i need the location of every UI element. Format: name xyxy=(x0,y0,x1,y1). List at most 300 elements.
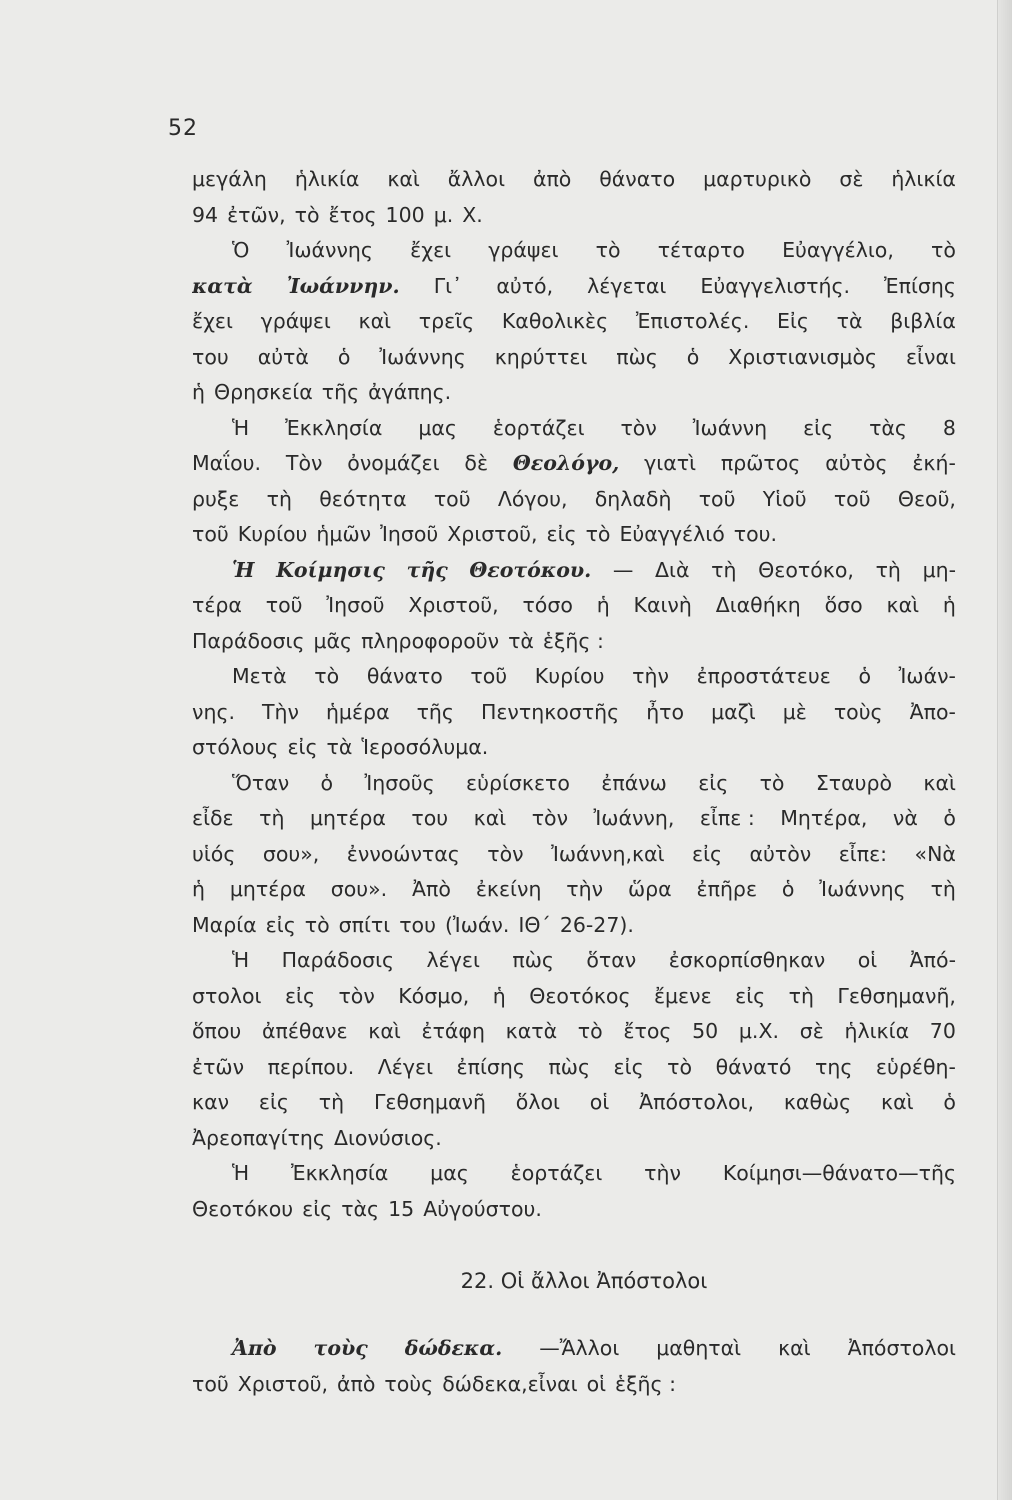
word: ἔτος xyxy=(328,202,377,227)
word: «Νὰ xyxy=(914,841,956,866)
word: ἄλλοι xyxy=(447,167,506,191)
word: — xyxy=(612,557,634,582)
word: μας xyxy=(430,1161,469,1185)
word: ὁ xyxy=(858,664,871,688)
word: τὰ xyxy=(326,735,353,759)
word: Υἱοῦ xyxy=(762,486,807,511)
spacer xyxy=(192,1301,956,1331)
word: της xyxy=(815,1054,853,1079)
word: τὸν xyxy=(338,983,375,1008)
word: ἐπῆρε xyxy=(696,877,758,901)
word: Λέγει xyxy=(377,1054,434,1079)
word: 15 xyxy=(388,1196,415,1221)
text-line xyxy=(192,162,956,198)
word: Θεοτόκος xyxy=(529,983,631,1008)
word: τὸ xyxy=(595,238,621,262)
word: Ἀπόστολοι, xyxy=(639,1090,755,1114)
text-line xyxy=(192,837,956,873)
word: θεότητα xyxy=(319,486,407,511)
word: τὴ xyxy=(318,1090,345,1114)
word: καὶ xyxy=(881,1090,914,1114)
word: νὰ xyxy=(892,806,918,830)
word: μ.Χ. xyxy=(738,1019,780,1043)
word: τὴ xyxy=(711,557,737,582)
word: πὼς xyxy=(548,1054,591,1079)
emphasized-word: τοὺς xyxy=(313,1336,368,1360)
word: τόσο xyxy=(522,593,573,617)
word: τὴν xyxy=(566,877,604,901)
word: ὁ xyxy=(943,1090,956,1114)
word: σπίτι xyxy=(338,912,391,937)
word: Γεθσημανῆ xyxy=(373,1090,486,1114)
text-line xyxy=(192,1331,956,1367)
word: τοῦ xyxy=(833,486,871,511)
word: τὴ xyxy=(266,486,292,511)
body-paragraphs xyxy=(192,162,956,1227)
word: εἰς xyxy=(546,522,577,546)
word: πὼς xyxy=(616,344,658,369)
word: Μητέρα, xyxy=(780,806,868,830)
text-line xyxy=(192,1121,956,1157)
emphasized-word: τῆς xyxy=(406,557,448,582)
word: τὸ xyxy=(931,238,956,262)
text-line xyxy=(192,269,956,305)
word: δηλαδὴ xyxy=(594,486,672,511)
word: ἡλικία xyxy=(844,1019,910,1043)
word: Καινὴ xyxy=(633,593,692,617)
word: τοὺς xyxy=(833,699,883,724)
word: Αὐγούστου. xyxy=(423,1196,542,1221)
word: μας xyxy=(418,415,457,440)
word: ὥρα xyxy=(627,877,672,901)
word: μᾶς xyxy=(313,628,353,653)
word: τὴ xyxy=(788,983,814,1008)
word: Ἰωάννης xyxy=(379,344,466,369)
text-line xyxy=(192,979,956,1015)
word: ἐσκορπίσθηκαν xyxy=(668,948,826,972)
word: σὲ xyxy=(839,167,864,191)
word: μαζὶ xyxy=(711,699,756,724)
word: Ἰωάννης xyxy=(286,238,373,262)
word: Ἰωάν- xyxy=(898,664,956,688)
word: ἐτῶν xyxy=(192,1054,245,1079)
word: τὴν xyxy=(632,664,669,688)
word: τὰ xyxy=(508,628,534,653)
word: ἑορτάζει xyxy=(510,1161,603,1185)
word: Ἐκκλησία xyxy=(291,1161,389,1185)
word: τὰς xyxy=(869,415,907,440)
word: Θρησκεία xyxy=(214,380,313,404)
word: εἰς xyxy=(735,983,766,1008)
word: Ἡ xyxy=(232,415,250,440)
word: Χ. xyxy=(462,202,483,227)
word: οἱ xyxy=(857,948,878,972)
word: του xyxy=(399,912,436,937)
word: ρυξε xyxy=(192,486,240,511)
word: υἱός xyxy=(192,841,236,866)
word: τῆς xyxy=(321,380,360,404)
section-heading: 22. Οἱ ἄλλοι Ἀπόστολοι xyxy=(460,1269,708,1293)
word: Ἐκκλησία xyxy=(285,415,383,440)
word: εἰς xyxy=(265,912,296,937)
word: ἀπὸ xyxy=(532,167,572,191)
word: τὸ xyxy=(314,664,340,688)
word: μαρτυρικὸ xyxy=(703,167,812,191)
word: Ἰησοῦ xyxy=(380,522,439,546)
text-line xyxy=(192,1367,956,1403)
word: Καθολικὲς xyxy=(501,309,609,333)
word: τὴ xyxy=(259,806,285,830)
emphasized-word: Ἀπὸ xyxy=(232,1336,277,1360)
word: Κόσμο, xyxy=(398,983,470,1008)
word: Ἐπιστολές. xyxy=(635,309,750,333)
word: τὸ xyxy=(667,1054,693,1079)
word: Παράδοσις xyxy=(281,948,395,972)
word: εἰς xyxy=(302,1196,333,1221)
word: Παράδοσις xyxy=(192,628,305,653)
word: δώδεκα,εἶναι xyxy=(442,1371,578,1396)
word: εὑρίσκετο xyxy=(466,770,570,795)
word: ἀπὸ xyxy=(337,1371,376,1396)
word: καν xyxy=(192,1090,230,1114)
word: ἐκείνη xyxy=(475,877,542,901)
word: ἑξῆς : xyxy=(615,1371,677,1396)
word: (Ἰωάν. xyxy=(444,912,510,937)
word: πρῶτος xyxy=(720,451,801,475)
spacer xyxy=(192,1227,956,1261)
word: ἐκή- xyxy=(912,451,956,475)
word: σου». xyxy=(330,877,388,901)
word: εὑρέθη- xyxy=(875,1054,956,1079)
word: θάνατό xyxy=(715,1054,792,1079)
word: γιατὶ xyxy=(644,451,697,475)
word: ὅταν xyxy=(586,948,637,972)
word: ἡ xyxy=(492,983,506,1008)
text-line xyxy=(192,375,956,411)
word: Χριστοῦ, xyxy=(408,593,499,617)
word: μη- xyxy=(922,557,956,582)
text-line xyxy=(192,943,956,979)
word: Θεοῦ, xyxy=(897,486,956,511)
word: Εὐαγγελιστής. xyxy=(700,273,851,298)
word: αὐτὸς xyxy=(825,451,888,475)
word: τὸ xyxy=(577,1019,603,1043)
word: Ἐπίσης xyxy=(884,273,956,298)
word: τὸ xyxy=(304,912,330,937)
word: Μαρία xyxy=(192,912,257,937)
word: τοῦ xyxy=(470,664,508,688)
word: εἶπε : xyxy=(699,806,755,830)
word: Εὐαγγέλιό xyxy=(619,522,725,546)
emphasized-word: Ἡ xyxy=(232,557,255,582)
text-line xyxy=(192,588,956,624)
word: Λόγου, xyxy=(497,486,568,511)
section-paragraphs xyxy=(192,1331,956,1402)
word: Ἡ xyxy=(232,1161,250,1185)
word: ὅπου xyxy=(192,1019,242,1043)
word: Θεοτόκου xyxy=(192,1196,294,1221)
word: Ἰωάννη,καὶ xyxy=(551,841,665,866)
word: εἰς xyxy=(258,1090,289,1114)
word: εἰς xyxy=(613,1054,644,1079)
word: Ἀπο- xyxy=(909,699,956,724)
word: βιβλία xyxy=(890,309,956,333)
text-line xyxy=(192,1050,956,1086)
word: οἱ xyxy=(586,1371,607,1396)
word: Ὅταν xyxy=(232,770,290,795)
word: Εἰς xyxy=(777,309,809,333)
word: ὁ xyxy=(320,770,334,795)
word: ἡμέρα xyxy=(325,699,390,724)
word: Χριστοῦ, xyxy=(237,1371,328,1396)
word: Θεοτόκο, xyxy=(758,557,854,582)
text-line xyxy=(192,659,956,695)
word: Ἱεροσόλυμα. xyxy=(361,735,489,759)
word: του xyxy=(411,806,449,830)
word: ἔτος xyxy=(623,1019,672,1043)
word: ἑξῆς : xyxy=(542,628,604,653)
word: εἶδε xyxy=(192,806,234,830)
word: Μετὰ xyxy=(232,664,287,688)
word: τοῦ xyxy=(265,593,303,617)
word: μητέρα xyxy=(229,877,306,901)
word: εἰς xyxy=(803,415,834,440)
word: Τὴν xyxy=(261,699,299,724)
word: Χριστοῦ, xyxy=(447,522,538,546)
word: ἡ xyxy=(192,877,205,901)
word: εἶναι xyxy=(905,344,956,369)
word: Ἰησοῦς xyxy=(364,770,435,795)
word: Ἰωάννης xyxy=(819,877,906,901)
word: καὶ xyxy=(358,309,392,333)
word: ὁ xyxy=(781,877,795,901)
word: Γι᾿ xyxy=(433,273,463,298)
emphasized-word: δώδεκα. xyxy=(404,1336,503,1360)
text-line xyxy=(192,1014,956,1050)
word: καὶ xyxy=(923,770,956,795)
word: τὴν xyxy=(644,1161,681,1185)
word: καὶ xyxy=(886,593,920,617)
word: ἔμενε xyxy=(653,983,712,1008)
word: ὅλοι xyxy=(515,1090,560,1114)
word: κατὰ xyxy=(505,1019,558,1043)
text-line xyxy=(192,446,956,482)
word: Κοίμησι—θάνατο—τῆς xyxy=(722,1161,956,1185)
word: Κυρίου xyxy=(237,522,308,546)
text-line xyxy=(192,482,956,518)
word: στολοι xyxy=(192,983,262,1008)
text-line xyxy=(192,1085,956,1121)
text-line xyxy=(192,730,956,766)
word: 26-27). xyxy=(559,912,634,937)
word: Εὐαγγέλιο, xyxy=(782,238,894,262)
word: ΙΘ´ xyxy=(518,912,551,937)
word: Σταυρὸ xyxy=(815,770,893,795)
word: τοῦ xyxy=(698,486,736,511)
word: εἶπε: xyxy=(838,841,888,866)
text-line xyxy=(192,872,956,908)
word: καθὼς xyxy=(783,1090,852,1114)
word: εἰς xyxy=(698,770,729,795)
word: τοῦ xyxy=(192,1371,229,1396)
word: ἡλικία xyxy=(294,167,360,191)
word: εἰς xyxy=(284,983,315,1008)
emphasized-word: Θεολόγο, xyxy=(512,451,620,475)
text-block xyxy=(192,162,956,1402)
word: Χριστιανισμὸς xyxy=(728,344,878,369)
text-line xyxy=(192,411,956,447)
word: Πεντηκοστῆς xyxy=(480,699,620,724)
word: σὲ xyxy=(799,1019,824,1043)
word: Τὸν xyxy=(285,451,323,475)
word: Ἀπό- xyxy=(909,948,956,972)
word: Ἰωάννη, xyxy=(593,806,675,830)
word: του xyxy=(192,344,229,369)
word: κηρύττει xyxy=(494,344,588,369)
word: τὸν xyxy=(620,415,657,440)
word: Ὁ xyxy=(232,238,250,262)
word: 100 xyxy=(385,202,425,227)
word: 50 xyxy=(692,1019,719,1043)
word: Γεθσημανῆ, xyxy=(837,983,956,1008)
word: λέγει xyxy=(426,948,480,972)
word: ἡ xyxy=(942,593,956,617)
word: ἡμῶν xyxy=(316,522,372,546)
word: τῆς xyxy=(416,699,454,724)
word: Ἀπὸ xyxy=(412,877,451,901)
word: ὁ xyxy=(337,344,351,369)
word: θάνατο xyxy=(366,664,443,688)
word: Διαθήκη xyxy=(715,593,801,617)
word: σου», xyxy=(262,841,320,866)
word: Διονύσιος. xyxy=(333,1125,442,1150)
text-line xyxy=(192,801,956,837)
emphasized-word: Θεοτόκου. xyxy=(469,557,592,582)
word: γράψει xyxy=(488,238,559,262)
word: καὶ xyxy=(473,806,507,830)
word: μεγάλη xyxy=(192,167,267,191)
word: Ἀρεοπαγίτης xyxy=(192,1125,325,1150)
word: ἀπέθανε xyxy=(262,1019,348,1043)
word: ἐπροστάτευε xyxy=(696,664,831,688)
word: τέρα xyxy=(192,593,242,617)
text-line xyxy=(192,624,956,660)
word: τοῦ xyxy=(192,522,229,546)
word: αὐτὰ xyxy=(257,344,309,369)
word: ἑορτάζει xyxy=(492,415,585,440)
word: εἰς xyxy=(287,735,318,759)
word: τὰς xyxy=(341,1196,380,1221)
word: Ἀπόστολοι xyxy=(847,1336,956,1360)
word: ἡ xyxy=(596,593,610,617)
word: ἀγάπης. xyxy=(368,380,452,404)
word: τοῦ xyxy=(433,486,471,511)
word: ἐτάφη xyxy=(421,1019,485,1043)
word: Ἡ xyxy=(232,948,250,972)
word: δὲ xyxy=(464,451,489,475)
word: —Ἄλλοι xyxy=(539,1336,620,1360)
word: τὴ xyxy=(930,877,956,901)
word: ἐπίσης xyxy=(456,1054,525,1079)
text-line xyxy=(192,553,956,589)
word: πληροφοροῦν xyxy=(361,628,500,653)
word: πὼς xyxy=(512,948,554,972)
text-line xyxy=(192,198,956,234)
word: ὁ xyxy=(943,806,956,830)
word: ὅσο xyxy=(824,593,863,617)
word: ἔχει xyxy=(192,309,233,333)
text-line xyxy=(192,695,956,731)
word: Ἰωάννη xyxy=(692,415,768,440)
word: οἱ xyxy=(589,1090,610,1114)
word: 8 xyxy=(942,415,956,440)
page-number: 52 xyxy=(168,116,198,141)
word: περίπου. xyxy=(267,1054,355,1079)
word: Μαΐου. xyxy=(192,451,262,475)
word: Διὰ xyxy=(655,557,690,582)
word: τρεῖς xyxy=(418,309,475,333)
text-line xyxy=(192,1192,956,1228)
text-line xyxy=(192,304,956,340)
word: ἐπάνω xyxy=(601,770,667,795)
word: καὶ xyxy=(778,1336,811,1360)
word: του. xyxy=(733,522,778,546)
word: Κυρίου xyxy=(534,664,605,688)
word: ἡ xyxy=(192,380,205,404)
word: μητέρα xyxy=(309,806,386,830)
word: ἡλικία xyxy=(891,167,956,191)
text-line xyxy=(192,340,956,376)
word: μαθηταὶ xyxy=(656,1336,742,1360)
word: τὰ xyxy=(836,309,863,333)
word: τέταρτο xyxy=(657,238,745,262)
emphasized-word: Κοίμησις xyxy=(276,557,385,582)
word: ἐννοώντας xyxy=(346,841,460,866)
word: τοὺς xyxy=(384,1371,434,1396)
word: θάνατο xyxy=(599,167,676,191)
word: μὲ xyxy=(782,699,807,724)
word: ἐτῶν, xyxy=(227,202,286,227)
word: τὸν xyxy=(487,841,524,866)
word: ἦτο xyxy=(646,699,685,724)
text-line xyxy=(192,233,956,269)
word: τὸ xyxy=(759,770,785,795)
word: 70 xyxy=(929,1019,956,1043)
word: νης. xyxy=(192,699,235,724)
word: τὸ xyxy=(585,522,611,546)
word: ἔχει xyxy=(410,238,452,262)
word: τὸν xyxy=(531,806,569,830)
text-line xyxy=(192,517,956,553)
word: καὶ xyxy=(368,1019,401,1043)
word: γράψει xyxy=(260,309,331,333)
word: ὁ xyxy=(686,344,700,369)
word: τὴ xyxy=(875,557,901,582)
text-line xyxy=(192,1156,956,1192)
page-edge xyxy=(997,0,1012,1500)
word: στόλους xyxy=(192,735,279,759)
word: 94 xyxy=(192,202,219,227)
emphasized-word: Ἰωάννην. xyxy=(286,273,400,298)
word: τὸ xyxy=(294,202,320,227)
word: λέγεται xyxy=(587,273,667,298)
word: εἰς xyxy=(691,841,723,866)
emphasized-word: κατὰ xyxy=(192,273,253,298)
word: αὐτό, xyxy=(496,273,554,298)
word: ὀνομάζει xyxy=(347,451,440,475)
word: Ἰησοῦ xyxy=(326,593,385,617)
text-line xyxy=(192,766,956,802)
